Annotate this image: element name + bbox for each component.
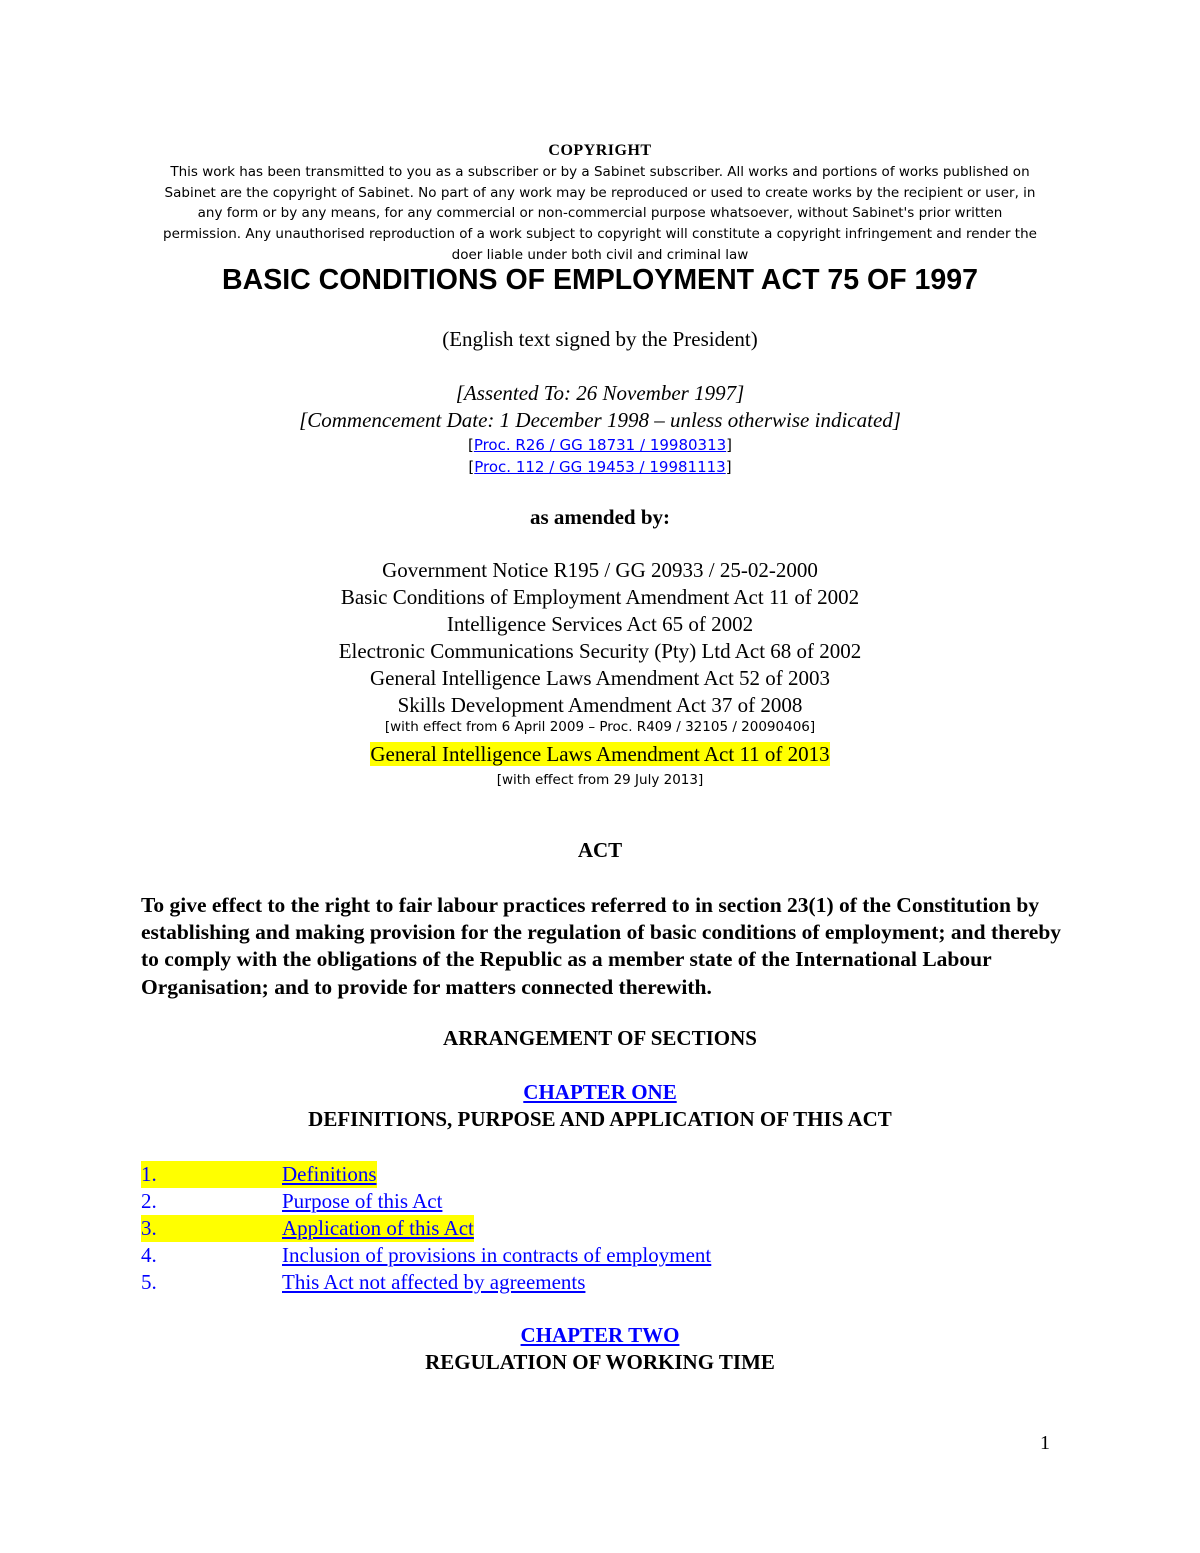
section-title: Purpose of this Act xyxy=(282,1189,443,1213)
copyright-line: Sabinet are the copyright of Sabinet. No part of any work may be reproduced or used to create works by the recipient or user, in xyxy=(164,184,1036,201)
chapter-two-link[interactable]: CHAPTER TWO xyxy=(520,1323,680,1347)
section-number: 1. xyxy=(141,1162,157,1186)
act-title: BASIC CONDITIONS OF EMPLOYMENT ACT 75 OF 1997 xyxy=(222,264,978,296)
chapter-two-row xyxy=(0,1323,1200,1348)
section-number: 3. xyxy=(141,1216,157,1240)
copyright-line: This work has been transmitted to you as a subscriber or by a Sabinet subscriber. All works and portions of works published on xyxy=(170,163,1030,180)
section-number: 2. xyxy=(141,1189,157,1213)
commencement-date: [Commencement Date: 1 December 1998 – unless otherwise indicated] xyxy=(299,408,901,432)
section-number: 5. xyxy=(141,1270,157,1294)
section-title: Definitions xyxy=(282,1162,377,1186)
copyright-line: permission. Any unauthorised reproduction of a work subject to copyright will constitute a copyright infringement and render the xyxy=(163,226,1037,243)
toc-link[interactable] xyxy=(141,1269,585,1296)
amendment-note: [with effect from 29 July 2013] xyxy=(496,772,704,788)
signed-note: (English text signed by the President) xyxy=(442,327,758,351)
amendment-item: Electronic Communications Security (Pty) Ltd Act 68 of 2002 xyxy=(338,639,862,663)
toc-section-5 xyxy=(141,1269,585,1296)
bracket: [ xyxy=(467,436,474,454)
amendment-item: Intelligence Services Act 65 of 2002 xyxy=(446,612,754,636)
proclamation-link[interactable]: Proc. R26 / GG 18731 / 19980313 xyxy=(473,436,727,454)
act-purpose: To give effect to the right to fair labour practices referred to in section 23(1) of the Constitution by establishing and making provision for the regulation of basic conditions of employment; and thereby to comply with the obligations of the Republic as a member state of the International Labour Organisation; and to provide for matters connected therewith. xyxy=(141,893,1062,999)
proclamation-2 xyxy=(0,458,1200,476)
chapter-one-row xyxy=(0,1080,1200,1105)
amendment-item: General Intelligence Laws Amendment Act 52 of 2003 xyxy=(369,666,831,690)
copyright-line: doer liable under both civil and criminal law xyxy=(451,246,749,263)
toc-section-2 xyxy=(141,1188,442,1215)
bracket: ] xyxy=(726,436,733,454)
toc-section-3 xyxy=(141,1215,474,1242)
chapter-one-title: DEFINITIONS, PURPOSE AND APPLICATION OF THIS ACT xyxy=(308,1107,892,1131)
toc-section-4 xyxy=(141,1242,711,1269)
bracket: [ xyxy=(468,458,475,476)
amendment-note: [with effect from 6 April 2009 – Proc. R409 / 32105 / 20090406] xyxy=(384,719,816,735)
toc-section-1 xyxy=(141,1161,377,1188)
arrangement-heading: ARRANGEMENT OF SECTIONS xyxy=(443,1026,757,1050)
toc-link[interactable] xyxy=(141,1161,377,1188)
copyright-line: any form or by any means, for any commercial or non-commercial purpose whatsoever, without Sabinet's prior written xyxy=(197,205,1003,222)
section-title: This Act not affected by agreements xyxy=(282,1270,586,1294)
page-number: 1 xyxy=(1040,1432,1050,1454)
assented-date: [Assented To: 26 November 1997] xyxy=(455,381,745,405)
section-title: Application of this Act xyxy=(282,1216,474,1240)
toc-link[interactable] xyxy=(141,1215,474,1242)
copyright-title: COPYRIGHT xyxy=(548,142,652,159)
amended-by-label: as amended by: xyxy=(529,505,671,529)
copyright-notice xyxy=(130,141,1070,266)
act-heading: ACT xyxy=(577,838,623,862)
proclamation-link[interactable]: Proc. 112 / GG 19453 / 19981113 xyxy=(474,458,726,476)
amendment-item: Skills Development Amendment Act 37 of 2008 xyxy=(397,693,803,717)
bracket: ] xyxy=(725,458,732,476)
toc-link[interactable] xyxy=(141,1188,442,1215)
highlighted-amendment-row xyxy=(0,742,1200,767)
amendment-item: Government Notice R195 / GG 20933 / 25-02-2000 xyxy=(382,558,818,582)
highlighted-amendment: General Intelligence Laws Amendment Act 11 of 2013 xyxy=(370,742,830,766)
section-title: Inclusion of provisions in contracts of employment xyxy=(282,1243,712,1267)
section-number: 4. xyxy=(141,1243,157,1267)
toc-link[interactable] xyxy=(141,1242,711,1269)
amendment-item: Basic Conditions of Employment Amendment Act 11 of 2002 xyxy=(340,585,860,609)
proclamation-1 xyxy=(0,436,1200,454)
chapter-one-link[interactable]: CHAPTER ONE xyxy=(523,1080,677,1104)
chapter-two-title: REGULATION OF WORKING TIME xyxy=(425,1350,775,1374)
